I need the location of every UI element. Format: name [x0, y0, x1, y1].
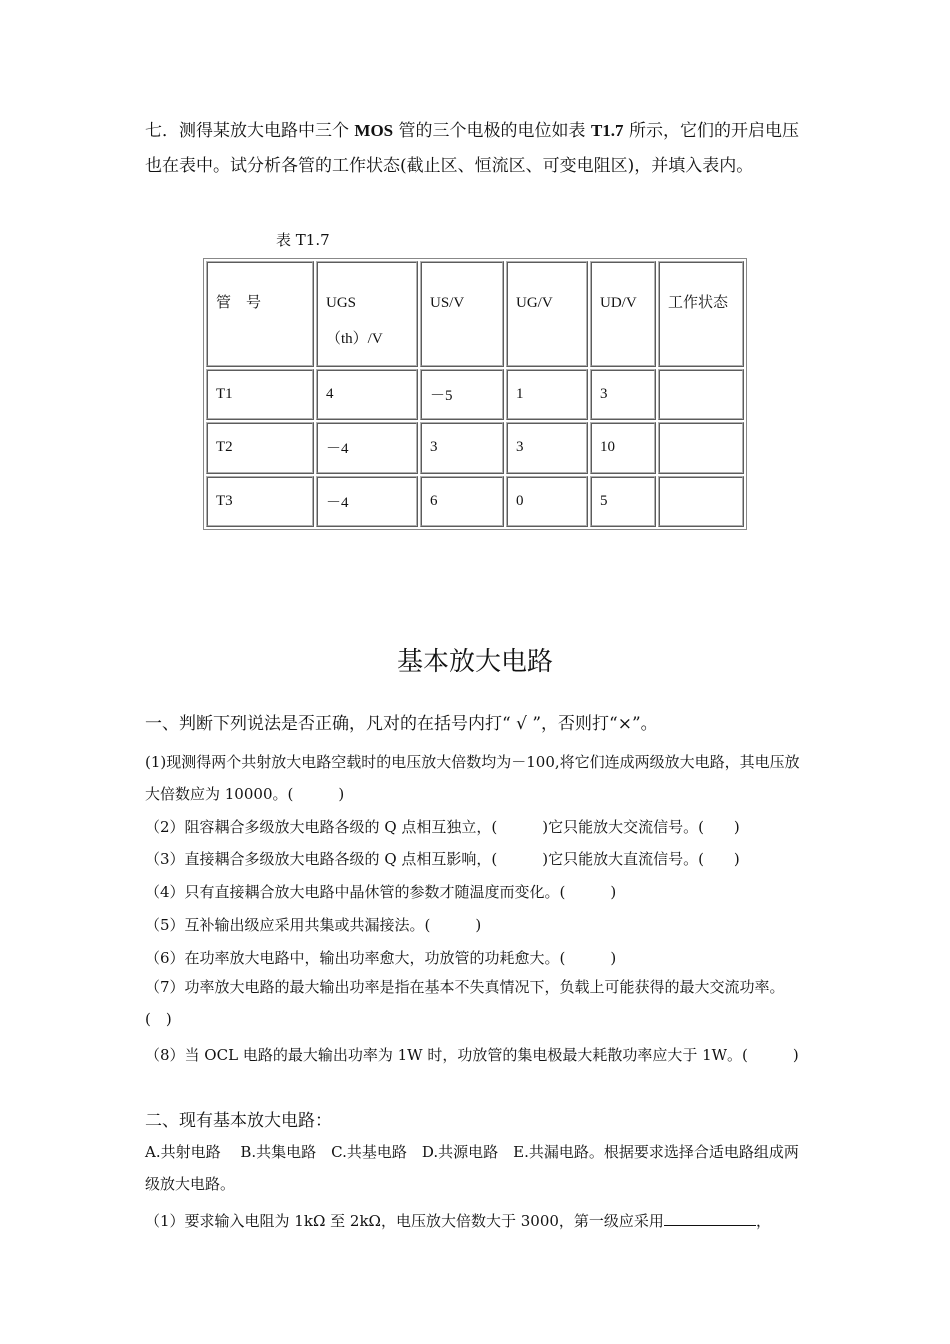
table-cell: －5	[420, 369, 504, 420]
table-row	[206, 476, 744, 527]
header-cell: UGS（th）/V	[316, 261, 418, 367]
header-cell: US/V	[420, 261, 504, 367]
q7-mos: MOS	[354, 121, 394, 140]
table-cell: 5	[590, 476, 656, 527]
judge-item-3: （3）直接耦合多级放大电路各级的 Q 点相互影响，( )它只能放大直流信号。( )	[145, 850, 740, 868]
table-cell: 3	[590, 369, 656, 420]
part2-heading: 二、现有基本放大电路：	[145, 1111, 332, 1131]
judge-item-7: （7）功率放大电路的最大输出功率是指在基本不失真情况下，负载上可能获得的最大交流功率。( )	[145, 978, 785, 1028]
q7-text-a: 测得某放大电路中三个	[179, 121, 349, 141]
header-cell: 管 号	[206, 261, 314, 367]
table-cell: T1	[206, 369, 314, 420]
q7-label: 七．	[145, 121, 179, 141]
table-cell: －4	[316, 476, 418, 527]
part1-heading: 一、判断下列说法是否正确，凡对的在括号内打“ √ ”，否则打“×”。	[145, 714, 658, 734]
judge-item-8: （8）当 OCL 电路的最大输出功率为 1W 时，功放管的集电极最大耗散功率应大于 1W。( )	[145, 1046, 799, 1064]
answer-blank[interactable]	[664, 1207, 756, 1226]
table-cell: 3	[420, 422, 504, 473]
section-title: 基本放大电路	[396, 647, 553, 677]
table-cell: 10	[590, 422, 656, 473]
part2-q1-text: （1）要求输入电阻为 1kΩ 至 2kΩ，电压放大倍数大于 3000，第一级应采用	[145, 1212, 664, 1230]
table-cell: T2	[206, 422, 314, 473]
q7-text-b: 管的三个电极的电位如表	[398, 121, 586, 141]
table-row	[206, 369, 744, 420]
header-cell: UG/V	[506, 261, 588, 367]
q7-text-c: 所示，它们的开启电压也在表中。试分析各管的工作状态(截止区、恒流区、可变电阻区)，并填入表内。	[145, 121, 799, 176]
table-cell: 3	[506, 422, 588, 473]
header-cell: UD/V	[590, 261, 656, 367]
part2-q1-end: ，	[755, 1212, 771, 1230]
header-cell: 工作状态	[658, 261, 744, 367]
table-cell-state[interactable]	[658, 422, 744, 473]
table-row	[206, 422, 744, 473]
table-cell: T3	[206, 476, 314, 527]
table-cell: 0	[506, 476, 588, 527]
table-cell-state[interactable]	[658, 369, 744, 420]
table-cell: 4	[316, 369, 418, 420]
table-header-row	[206, 261, 744, 367]
part2-question-1	[145, 1205, 808, 1237]
table-cell: －4	[316, 422, 418, 473]
judge-item-4: （4）只有直接耦合放大电路中晶休管的参数才随温度而变化。( )	[145, 883, 617, 901]
data-table	[203, 258, 747, 530]
q7-table-ref: T1.7	[590, 121, 624, 140]
part2-options: A.共射电路 B.共集电路 C.共基电路 D.共源电路 E.共漏电路。根据要求选择合适电路组成两级放大电路。	[145, 1143, 799, 1193]
judge-item-1: (1)现测得两个共射放大电路空载时的电压放大倍数均为－100,将它们连成两级放大电路，其电压放大倍数应为 10000。( )	[145, 753, 800, 803]
question-7	[145, 113, 808, 184]
judge-item-6: （6）在功率放大电路中，输出功率愈大，功放管的功耗愈大。( )	[145, 949, 617, 967]
table-cell: 1	[506, 369, 588, 420]
judge-item-5: （5）互补输出级应采用共集或共漏接法。( )	[145, 916, 482, 934]
judge-item-2: （2）阻容耦合多级放大电路各级的 Q 点相互独立，( )它只能放大交流信号。( )	[145, 818, 740, 836]
table-cell-state[interactable]	[658, 476, 744, 527]
table-caption: 表 T1.7	[276, 231, 330, 249]
table-cell: 6	[420, 476, 504, 527]
